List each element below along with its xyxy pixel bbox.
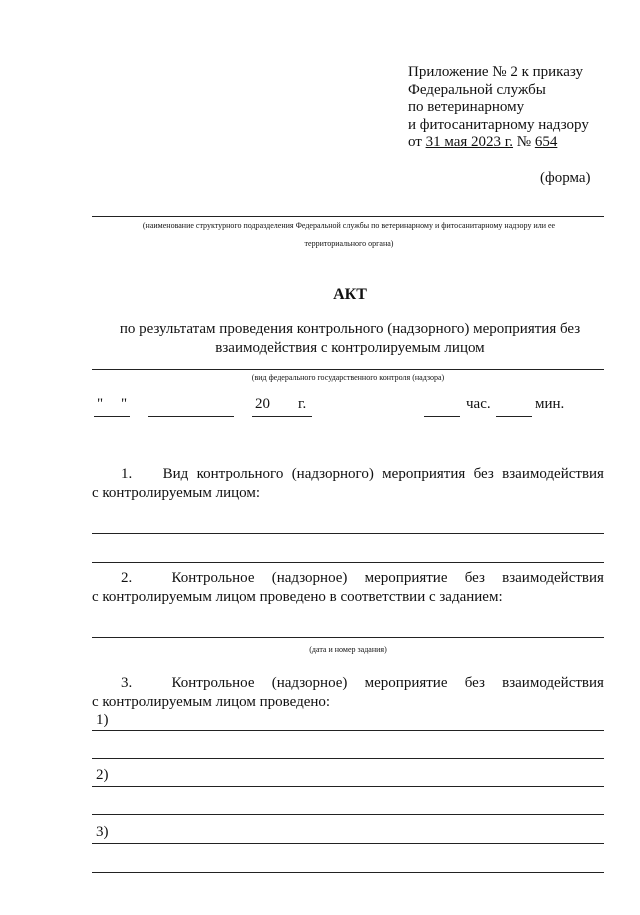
section-3-line-1 [92, 674, 604, 693]
subtitle-line-2: взаимодействия с контролируемым лицом [215, 340, 485, 356]
section-2 [92, 569, 604, 607]
section-2-line-2: с контролируемым лицом проведено в соответствии с заданием: [92, 589, 503, 605]
document-title: АКТ [333, 286, 367, 303]
section-2-answer-line[interactable] [92, 637, 604, 638]
section-1-word: Вид [162, 466, 189, 482]
org-caption-line-1: (наименование структурного подразделения Федеральной службы по ветеринарному и фитосанитарному надзору или ее [142, 221, 556, 230]
section-2-word: (надзорное) [271, 570, 348, 586]
minutes-label: мин. [535, 396, 565, 412]
section-1-number: 1. [121, 466, 133, 482]
item-2-number: 2) [96, 767, 109, 783]
section-2-word: мероприятие [364, 570, 448, 586]
appendix-line-3: по ветеринарному [408, 99, 525, 115]
section-3-word: (надзорное) [271, 675, 348, 691]
section-3-word: взаимодействия [502, 675, 604, 691]
item-1-line-2[interactable] [92, 758, 604, 759]
section-3-word: мероприятие [364, 675, 448, 691]
section-3-word: Контрольное [171, 675, 255, 691]
appendix-date-prefix: от [408, 134, 426, 150]
item-2-line-2[interactable] [92, 814, 604, 815]
appendix-header [408, 64, 589, 152]
section-1-word: контрольного [196, 466, 284, 482]
item-1-line-1[interactable] [92, 730, 604, 731]
hours-line[interactable] [424, 416, 460, 417]
section-1-word: взаимодействия [502, 466, 604, 482]
order-date: 31 мая 2023 г. [425, 134, 514, 150]
number-sign: № [513, 134, 535, 150]
section-1-line-1 [92, 465, 604, 484]
section-3-number: 3. [121, 675, 133, 691]
org-caption-line-2: территориального органа) [304, 239, 394, 248]
document-subtitle [100, 320, 600, 358]
section-2-word: Контрольное [171, 570, 255, 586]
item-3-line-2[interactable] [92, 872, 604, 873]
year-line[interactable] [252, 416, 312, 417]
quote-open: " [97, 396, 104, 412]
item-3-number: 3) [96, 824, 109, 840]
year-suffix: г. [298, 396, 307, 412]
minutes-line[interactable] [496, 416, 532, 417]
section-3-word: без [464, 675, 485, 691]
control-type-caption: (вид федерального государственного контроля (надзора) [251, 373, 445, 382]
quote-close: " [121, 396, 128, 412]
appendix-line-1: Приложение № 2 к приказу [408, 64, 583, 80]
section-1-line-2: с контролируемым лицом: [92, 485, 261, 501]
item-1-number: 1) [96, 712, 109, 728]
month-line[interactable] [148, 416, 234, 417]
section-1-word: (надзорного) [291, 466, 374, 482]
section-1-answer-line-2[interactable] [92, 562, 604, 563]
section-2-word: взаимодействия [502, 570, 604, 586]
item-3-line-1[interactable] [92, 843, 604, 844]
section-3-line-2: с контролируемым лицом проведено: [92, 694, 331, 710]
appendix-line-2: Федеральной службы [408, 81, 546, 98]
section-3 [92, 674, 604, 712]
item-2-line-1[interactable] [92, 786, 604, 787]
task-caption: (дата и номер задания) [309, 645, 387, 654]
hours-label: час. [466, 396, 491, 412]
section-2-line-1 [92, 569, 604, 588]
section-2-word: без [464, 570, 485, 586]
appendix-line-4: и фитосанитарному надзору [408, 116, 589, 133]
section-2-number: 2. [121, 570, 133, 586]
section-1-word: без [473, 466, 494, 482]
section-1-word: мероприятия [382, 466, 466, 482]
day-line[interactable] [94, 416, 130, 417]
year-prefix: 20 [255, 396, 270, 412]
control-type-line [92, 369, 604, 370]
appendix-line-5 [408, 134, 589, 152]
form-label: (форма) [540, 170, 591, 186]
org-name-line [92, 216, 604, 217]
subtitle-line-1: по результатам проведения контрольного (надзорного) мероприятия без [119, 321, 581, 337]
order-number: 654 [534, 134, 558, 150]
section-1 [92, 465, 604, 503]
section-1-answer-line-1[interactable] [92, 533, 604, 534]
